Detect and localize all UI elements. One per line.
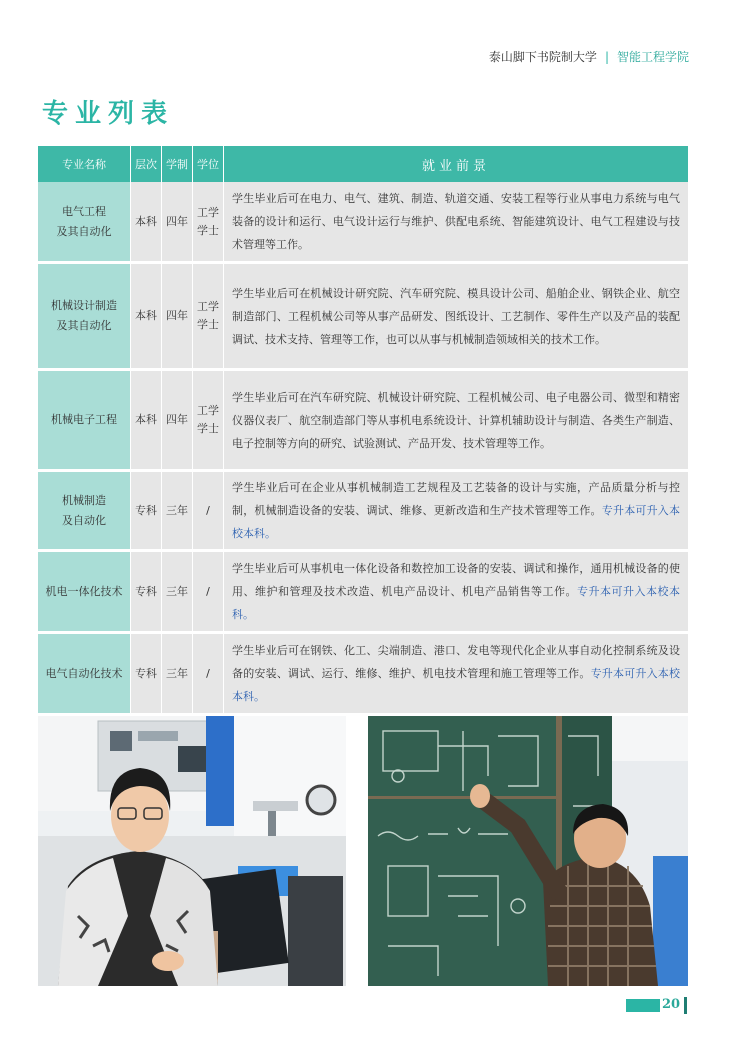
header-level: 层次 [131, 146, 162, 182]
level-cell: 本科 [131, 264, 162, 371]
page-number [626, 997, 686, 1014]
table-header-row [38, 146, 688, 182]
duration-cell: 三年 [162, 634, 193, 716]
level-cell: 本科 [131, 371, 162, 472]
major-name-cell: 机械设计制造 及其自动化 [38, 264, 131, 371]
majors-table [38, 146, 688, 716]
page-number-tick [684, 997, 687, 1014]
page-title: 专业列表 [42, 99, 175, 129]
career-description: 学生毕业后可从事机电一体化设备和数控加工设备的安装、调试和操作，通用机械设备的使用、维护和管理及技术改造、机电产品设计、机电产品销售等工作。专升本可升入本校本科。 [224, 552, 688, 634]
duration-cell: 三年 [162, 552, 193, 634]
major-name-cell: 电气自动化技术 [38, 634, 131, 716]
header-separator: | [604, 50, 609, 64]
career-description: 学生毕业后可在机械设计研究院、汽车研究院、模具设计公司、船舶企业、钢铁企业、航空制造部门、工程机械公司等从事产品研发、图纸设计、工艺制作、零件生产以及产品的装配调试、技术支持、管理等工作，也可以从事与机械制造领域相关的技术工作。 [224, 264, 688, 371]
major-name-cell: 机械制造 及自动化 [38, 472, 131, 552]
college-name: 智能工程学院 [616, 50, 689, 64]
table-row [38, 264, 688, 371]
page-number-bar [626, 999, 660, 1012]
table-row [38, 182, 688, 264]
career-description: 学生毕业后可在企业从事机械制造工艺规程及工艺装备的设计与实施，产品质量分析与控制，机械制造设备的安装、调试、维修、更新改造和生产技术管理等工作。专升本可升入本校本科。 [224, 472, 688, 552]
career-description: 学生毕业后可在电力、电气、建筑、制造、轨道交通、安装工程等行业从事电力系统与电气装备的设计和运行、电气设计运行与维护、供配电系统、智能建筑设计、电气工程建设与技术管理等工作。 [224, 182, 688, 264]
degree-cell: / [193, 552, 224, 634]
degree-cell: / [193, 472, 224, 552]
career-description: 学生毕业后可在汽车研究院、机械设计研究院、工程机械公司、电子电器公司、微型和精密仪器仪表厂、航空制造部门等从事机电系统设计、计算机辅助设计与制造、各类生产制造、电子控制等方向的研究、试验测试、产品开发、技术管理等工作。 [224, 371, 688, 472]
degree-cell: 工学 学士 [193, 371, 224, 472]
duration-cell: 四年 [162, 371, 193, 472]
university-name: 泰山脚下书院制大学 [488, 50, 597, 64]
header-major-name: 专业名称 [38, 146, 131, 182]
level-cell: 专科 [131, 472, 162, 552]
duration-cell: 四年 [162, 264, 193, 371]
level-cell: 专科 [131, 552, 162, 634]
degree-cell: 工学 学士 [193, 182, 224, 264]
table-row [38, 634, 688, 716]
level-cell: 本科 [131, 182, 162, 264]
duration-cell: 四年 [162, 182, 193, 264]
chalkboard-student-photo [368, 716, 688, 986]
table-row [38, 552, 688, 634]
table-row [38, 371, 688, 472]
running-header [489, 48, 689, 65]
degree-cell: / [193, 634, 224, 716]
major-name-cell: 机械电子工程 [38, 371, 131, 472]
upgrade-note: 专升本可升入本校本科。 [232, 667, 680, 703]
header-career: 就业前景 [224, 146, 688, 182]
major-name-cell: 机电一体化技术 [38, 552, 131, 634]
lab-student-photo [38, 716, 346, 986]
table-row [38, 472, 688, 552]
major-name-cell: 电气工程 及其自动化 [38, 182, 131, 264]
level-cell: 专科 [131, 634, 162, 716]
degree-cell: 工学 学士 [193, 264, 224, 371]
page-number-text: 20 [662, 997, 681, 1012]
header-duration: 学制 [162, 146, 193, 182]
career-description: 学生毕业后可在钢铁、化工、尖端制造、港口、发电等现代化企业从事自动化控制系统及设备的安装、调试、运行、维修、维护、机电技术管理和施工管理等工作。专升本可升入本校本科。 [224, 634, 688, 716]
upgrade-note: 专升本可升入本校本科。 [232, 585, 680, 621]
duration-cell: 三年 [162, 472, 193, 552]
header-degree: 学位 [193, 146, 224, 182]
upgrade-note: 专升本可升入本校本科。 [232, 504, 681, 540]
